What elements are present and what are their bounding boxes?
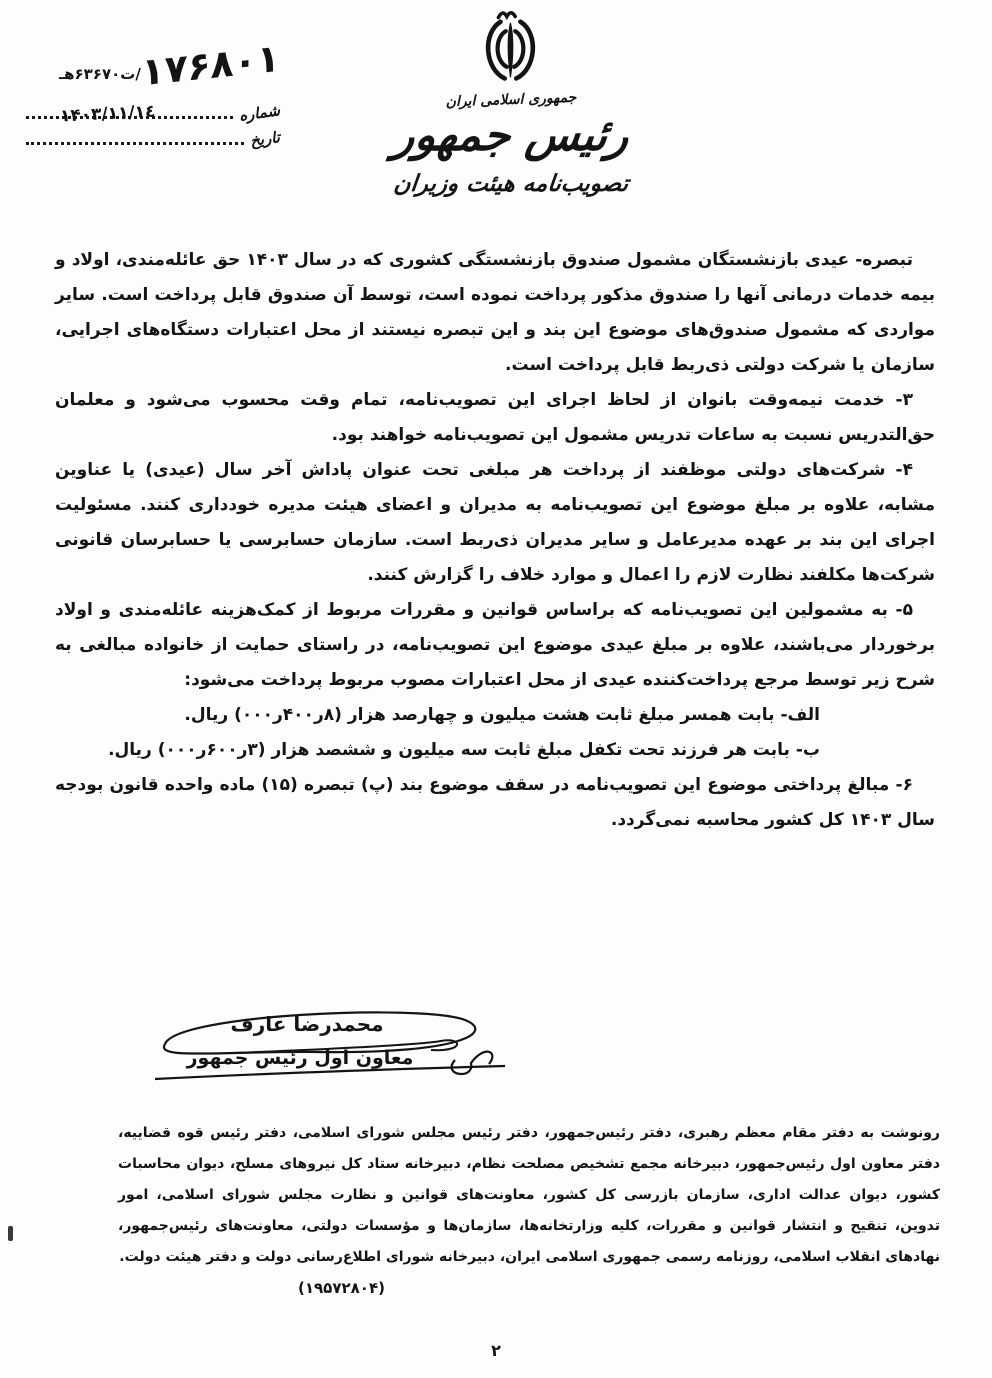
date-dotted-line [26,142,244,145]
signatory-name: محمدرضا عارف [230,1012,384,1036]
distribution-lead: رونوشت به [860,1125,940,1141]
paragraph-item-4: ۴- شرکت‌های دولتی موظفند از پرداخت هر مبلغی تحت عنوان پاداش آخر سال (عیدی) یا عناوین مشابه، علاوه بر مبلغ موضوع این تصویب‌نامه به مدیران و اعضای هیئت مدیره خودداری کنند. مسئولیت اجرای این بند بر عهده مدیرعامل و سایر مدیران ذی‌ربط است. سازمان حسابرسی یا حسابرسان قانونی شرکت‌ها مکلفند نظارت لازم را اعمال و موارد خلاف را گزارش کنند. [55,460,935,585]
page-number: ۲ [491,1341,501,1360]
paragraph-item-alef: الف- بابت همسر مبلغ ثابت هشت میلیون و چهارصد هزار (۸ر۴۰۰ر۰۰۰) ریال. [184,705,820,725]
registration-number [26,34,280,96]
date-label: تاریخ [249,128,282,150]
distribution-footer [118,1118,940,1303]
distribution-text [118,1118,940,1273]
office-title: رئیس جمهور [390,110,632,161]
handwritten-number: ۱۷۶۸۰۱ [141,35,280,95]
paragraph-tabsareh: تبصره- عیدی بازنشستگان مشمول صندوق بازنشستگی کشوری که در سال ۱۴۰۳ حق عائله‌مندی، اولاد و بیمه خدمات درمانی آنها را صندوق مذکور پرداخت نموده است، توسط آن صندوق قابل پرداخت است. سایر مواردی که مشمول صندوق‌های موضوع این بند و این تبصره نیستند از محل اعتبارات دستگاه‌های اجرایی، سازمان یا شرکت دولتی ذی‌ربط قابل پرداخت است. [55,250,935,375]
scan-artifact [8,1226,13,1241]
signature-block [133,1000,525,1100]
printed-number-suffix: /ت۶۳۶۷۰هـ [58,65,141,83]
iran-emblem-icon [471,6,551,90]
paragraph-item-3: ۳- خدمت نیمه‌وقت بانوان از لحاظ اجرای این تصویب‌نامه، تمام وقت محسوب می‌شود و معلمان حق‌التدریس نسبت به ساعات تدریس مشمول این تصویب‌نامه خواهند بود. [55,390,935,445]
signatory-title: معاون اول رئیس جمهور [186,1047,414,1069]
body-text [55,243,935,838]
letterhead [386,6,636,197]
handwritten-date: ۱۴۰۳/۱۱/۱٤ [59,101,156,127]
reference-number: (۱۹۵۷۲۸۰۴) [298,1279,385,1297]
paragraph-item-be: ب- بابت هر فرزند تحت تکفل مبلغ ثابت سه میلیون و ششصد هزار (۳ر۶۰۰ر۰۰۰) ریال. [108,740,820,760]
document-type-title: تصویب‌نامه هیئت وزیران [392,170,630,197]
number-label: شماره [238,101,282,125]
registration-block [26,34,280,148]
distribution-body: دفتر مقام معظم رهبری، دفتر رئیس‌جمهور، دفتر رئیس مجلس شورای اسلامی، دفتر رئیس قوه قضاییه، دفتر معاون اول رئیس‌جمهور، دبیرخانه مجمع تشخیص مصلحت نظام، دبیرخانه ستاد کل نیروهای مسلح، دیوان محاسبات کشور، دیوان عدالت اداری، سازمان بازرسی کل کشور، معاونت‌های قوانین و نظارت مجلس شورای اسلامی، امور تدوین، تنقیح و انتشار قوانین و مقررات، کلیه وزارتخانه‌ها، سازمان‌ها و مؤسسات دولتی، معاونت‌های رئیس‌جمهور، نهادهای انقلاب اسلامی، روزنامه رسمی جمهوری اسلامی ایران، دبیرخانه شورای اطلاع‌رسانی دولت و دفتر هیئت دولت. [118,1125,940,1265]
paragraph-item-5: ۵- به مشمولین این تصویب‌نامه که براساس قوانین و مقررات مربوط از کمک‌هزینه عائله‌مندی و اولاد برخوردار می‌باشند، علاوه بر مبلغ عیدی موضوع این تصویب‌نامه، در راستای حمایت از خانواده مبالغی به شرح زیر توسط مرجع پرداخت‌کننده عیدی از محل اعتبارات مصوب مربوط پرداخت می‌شود: [55,600,935,690]
paragraph-item-6: ۶- مبالغ پرداختی موضوع این تصویب‌نامه در سقف موضوع بند (پ) تبصره (۱۵) ماده واحده قانون بودجه سال ۱۴۰۳ کل کشور محاسبه نمی‌گردد. [55,775,935,830]
country-name: جمهوری اسلامی ایران [445,89,577,111]
